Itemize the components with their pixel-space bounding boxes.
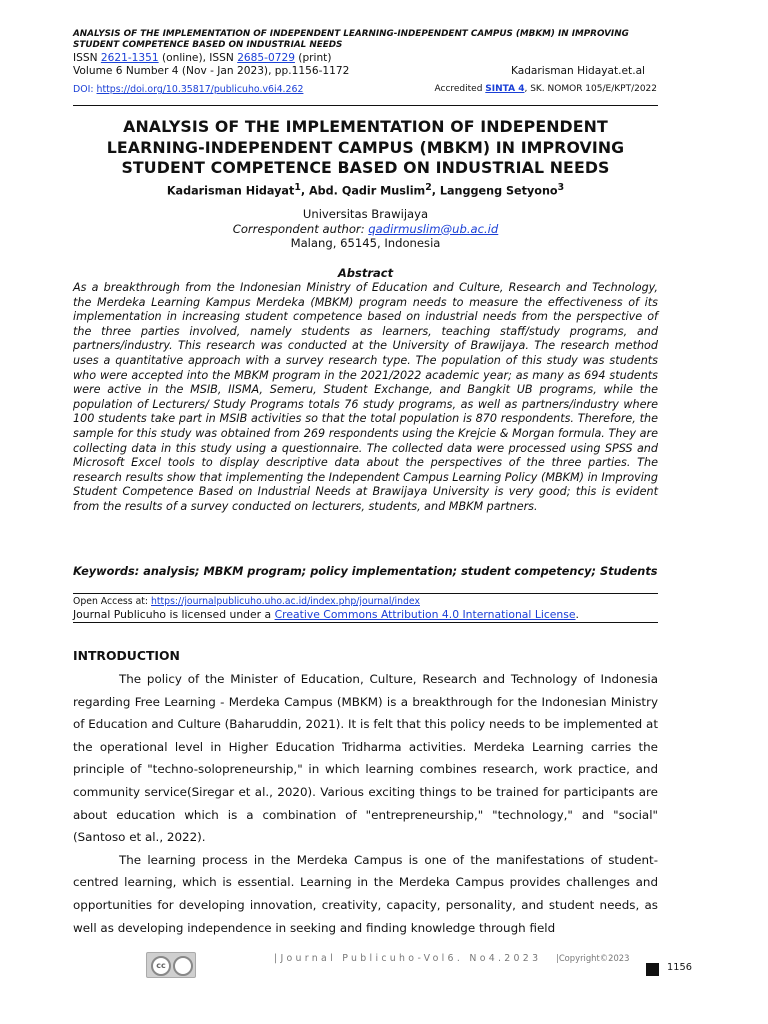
author-short: Kadarisman Hidayat.et.al bbox=[510, 65, 645, 77]
footer-copyright: |Copyright©2023 bbox=[556, 953, 630, 963]
location: Malang, 65145, Indonesia bbox=[290, 236, 441, 250]
correspondent-line: Correspondent author: qadirmuslim@ub.ac.id bbox=[232, 221, 499, 236]
page-marker bbox=[646, 963, 659, 976]
abstract-heading: Abstract bbox=[337, 266, 394, 280]
header-divider bbox=[73, 105, 658, 106]
issn-line: ISSN 2621-1351 (online), ISSN 2685-0729 (print) bbox=[73, 52, 332, 64]
sinta-link[interactable]: SINTA 4 bbox=[485, 84, 525, 94]
author-3: Langgeng Setyono bbox=[439, 184, 558, 198]
author-1: Kadarisman Hidayat bbox=[166, 184, 295, 198]
affiliation bbox=[73, 207, 658, 251]
author-list: Kadarisman Hidayat$^1$, Abd. Qadir Muslim$^2$, Langgeng Setyono$^3$ bbox=[166, 182, 565, 198]
doi-row bbox=[73, 84, 657, 95]
open-access-line: Open Access at: https://journalpublicuho.uho.ac.id/index.php/journal/index bbox=[73, 596, 420, 607]
license-link[interactable]: Creative Commons Attribution 4.0 International License bbox=[274, 608, 576, 621]
volume-info: Volume 6 Number 4 (Nov - Jan 2023), pp.1156-1172 bbox=[73, 65, 350, 77]
doi-label: DOI: bbox=[73, 84, 97, 95]
by-icon bbox=[173, 956, 193, 976]
open-access-link[interactable]: https://journalpublicuho.uho.ac.id/index.php/journal/index bbox=[151, 596, 420, 607]
paragraph: The learning process in the Merdeka Campus is one of the manifestations of student-centred learning, which is essential. Learning in the Merdeka Campus provides challenges and opportunities for developing innovation, creativity, capacity, personality, and student needs, as well as developing independence in seeking and finding knowledge through field bbox=[73, 852, 658, 935]
paragraph: The policy of the Minister of Education, Culture, Research and Technology of Indonesia regarding Free Learning - Merdeka Campus (MBKM) is a breakthrough for the Indonesian Ministry of Education and Culture (Baharuddin, 2021). It is felt that this policy needs to be implemented at the operational level in Higher Education Tridharma activities. Merdeka Learning carries the principle of "techno-solopreneurship," in which learning combines research, work practice, and community service(Siregar et al., 2020). Various exciting things to be trained for participants are about education which is a combination of "entrepreneurship," "technology," and "social"(Santoso et al., 2022). bbox=[73, 672, 658, 845]
university: Universitas Brawijaya bbox=[302, 207, 429, 221]
article-title: ANALYSIS OF THE IMPLEMENTATION OF INDEPENDENT LEARNING-INDEPENDENT CAMPUS (MBKM) IN IMPROVING STUDENT COMPETENCE BASED ON INDUSTRIAL NEEDS bbox=[106, 117, 625, 177]
cc-icon: cc bbox=[151, 956, 171, 976]
accreditation: Accredited SINTA 4, SK. NOMOR 105/E/KPT/2022 bbox=[434, 84, 657, 94]
access-divider-bottom bbox=[73, 622, 658, 623]
page-number: 1156 bbox=[667, 962, 692, 973]
volume-row bbox=[73, 65, 645, 78]
access-divider-top bbox=[73, 593, 658, 594]
running-header bbox=[73, 29, 673, 95]
introduction-heading: INTRODUCTION bbox=[73, 648, 180, 663]
footer-journal: |Journal Publicuho-Vol6. No4.2023 bbox=[274, 953, 542, 964]
issn-online-link[interactable]: 2621-1351 bbox=[100, 52, 159, 64]
license-line: Journal Publicuho is licensed under a Creative Commons Attribution 4.0 International License. bbox=[73, 608, 579, 621]
author-2: Abd. Qadir Muslim bbox=[309, 184, 426, 198]
abstract-text: As a breakthrough from the Indonesian Ministry of Education and Culture, Research and Technology, the Merdeka Learning Kampus Merdeka (MBKM) program needs to measure the effectiveness of its implementation in increasing student competence based on industrial needs from the perspective of the three parties involved, namely students as learners, teaching staff/study programs, and partners/industry. This research was conducted at the University of Brawijaya. The research method uses a quantitative approach with a survey research type. The population of this study was students who were accepted into the MBKM program in the 2021/2022 academic year; as many as 694 students were active in the MSIB, IISMA, Semeru, Student Exchange, and Bangkit UB programs, while the population of Lecturers/ Study Programs totals 76 study programs, as well as partners/industry where 100 students take part in MSIB activities so that the total population is 870 respondents. Therefore, the sample for this study was obtained from 269 respondents using the Krejcie & Morgan formula. They are collecting data in this study using a questionnaire. The collected data were processed using SPSS and Microsoft Excel tools to display descriptive data about the perspectives of the three parties. The research results show that implementing the Independent Campus Learning Policy (MBKM) in Improving Student Competence Based on Industrial Needs at Brawijaya University is very good; this is evident from the results of a survey conducted on lecturers, students, and MBKM partners. bbox=[73, 281, 658, 513]
running-title: ANALYSIS OF THE IMPLEMENTATION OF INDEPENDENT LEARNING-INDEPENDENT CAMPUS (MBKM) IN IMPROVING STUDENT COMPETENCE BASED ON INDUSTRIAL NEEDS bbox=[73, 29, 629, 50]
introduction-body bbox=[73, 668, 658, 939]
email-link[interactable]: qadirmuslim@ub.ac.id bbox=[368, 221, 499, 236]
cc-license-badge bbox=[146, 952, 196, 978]
keywords: Keywords: analysis; MBKM program; policy implementation; student competency; Students bbox=[73, 565, 658, 578]
issn-print-link[interactable]: 2685-0729 bbox=[237, 52, 295, 64]
doi-link[interactable]: https://doi.org/10.35817/publicuho.v6i4.262 bbox=[96, 84, 304, 95]
